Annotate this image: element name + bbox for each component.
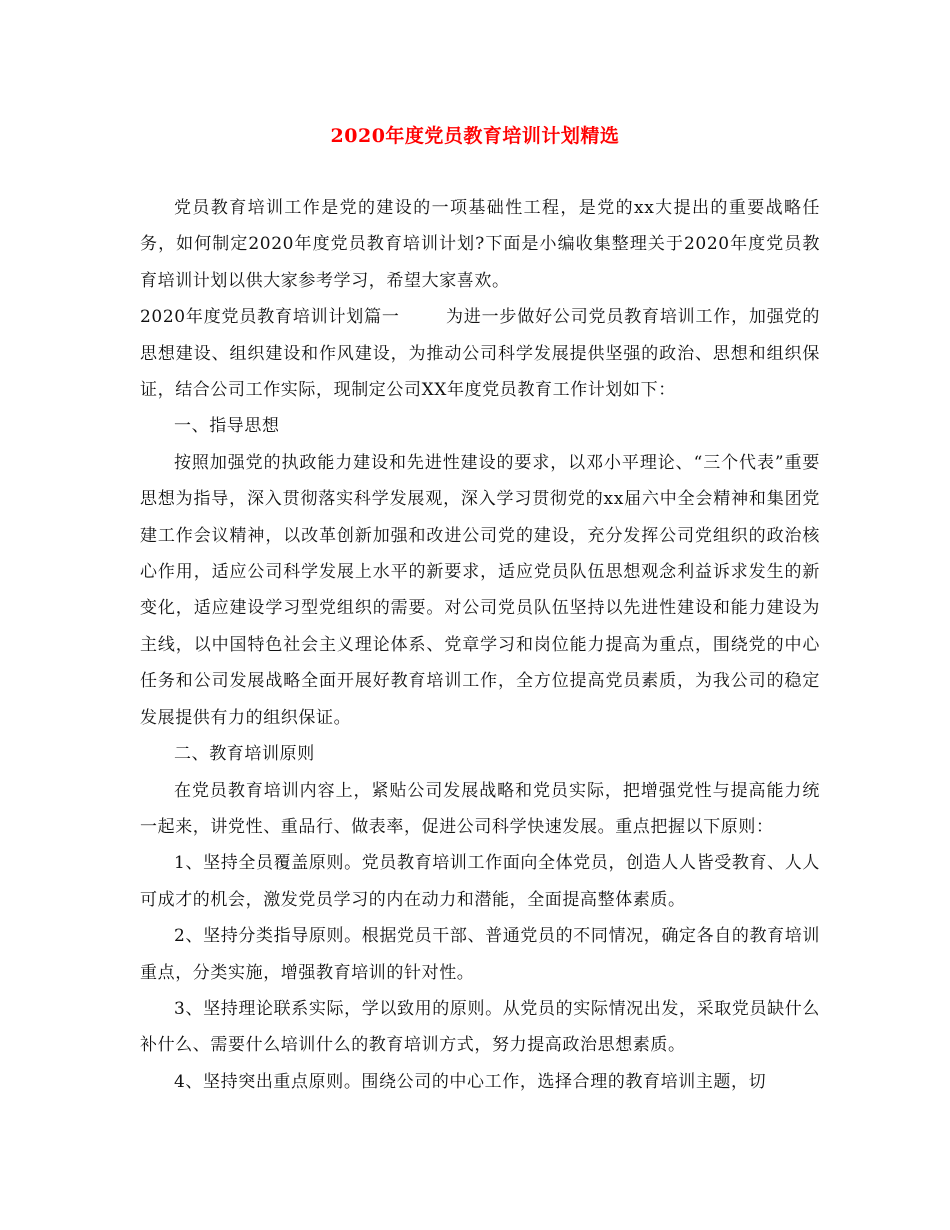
- principle-item-3: 3、坚持理论联系实际，学以致用的原则。从党员的实际情况出发，采取党员缺什么补什么、需要什么培训什么的教育培训方式，努力提高政治思想素质。: [140, 998, 820, 1056]
- plan-heading: 2020年度党员教育培训计划篇一: [140, 307, 400, 328]
- intro-paragraph: 党员教育培训工作是党的建设的一项基础性工程，是党的xx大提出的重要战略任务，如何制定2020年度党员教育培训计划?下面是小编收集整理关于2020年度党员教育培训计划以供大家参考学习，希望大家喜欢。: [140, 198, 820, 291]
- section-heading-training-principles: 二、教育培训原则: [174, 744, 315, 765]
- training-principles-paragraph: 在党员教育培训内容上，紧贴公司发展战略和党员实际，把增强党性与提高能力统一起来，讲党性、重品行、做表率，促进公司科学快速发展。重点把握以下原则：: [140, 780, 820, 837]
- plan-paragraph: [140, 299, 820, 408]
- document-body: [140, 190, 820, 1100]
- plan-intro: 为进一步做好公司党员教育培训工作，加强党的思想建设、组织建设和作风建设，为推动公司科学发展提供坚强的政治、思想和组织保证，结合公司工作实际，现制定公司XX年度党员教育工作计划如下：: [140, 307, 820, 401]
- guiding-ideology-paragraph: 按照加强党的执政能力建设和先进性建设的要求，以邓小平理论、“三个代表”重要思想为指导，深入贯彻落实科学发展观，深入学习贯彻党的xx届六中全会精神和集团党建工作会议精神，以改革创新加强和改进公司党的建设，充分发挥公司党组织的政治核心作用，适应公司科学发展上水平的新要求，适应党员队伍思想观念利益诉求发生的新变化，适应建设学习型党组织的需要。对公司党员队伍坚持以先进性建设和能力建设为主线，以中国特色社会主义理论体系、党章学习和岗位能力提高为重点，围绕党的中心任务和公司发展战略全面开展好教育培训工作，全方位提高党员素质，为我公司的稳定发展提供有力的组织保证。: [140, 452, 820, 728]
- document-title: 2020年度党员教育培训计划精选: [330, 125, 620, 147]
- section-heading-guiding-ideology: 一、指导思想: [174, 416, 280, 437]
- principle-item-1: 1、坚持全员覆盖原则。党员教育培训工作面向全体党员，创造人人皆受教育、人人可成才的机会，激发党员学习的内在动力和潜能，全面提高整体素质。: [140, 853, 820, 910]
- principle-item-2: 2、坚持分类指导原则。根据党员干部、普通党员的不同情况，确定各自的教育培训重点，分类实施，增强教育培训的针对性。: [140, 926, 820, 983]
- principle-item-4: 4、坚持突出重点原则。围绕公司的中心工作，选择合理的教育培训主题，切: [174, 1071, 767, 1092]
